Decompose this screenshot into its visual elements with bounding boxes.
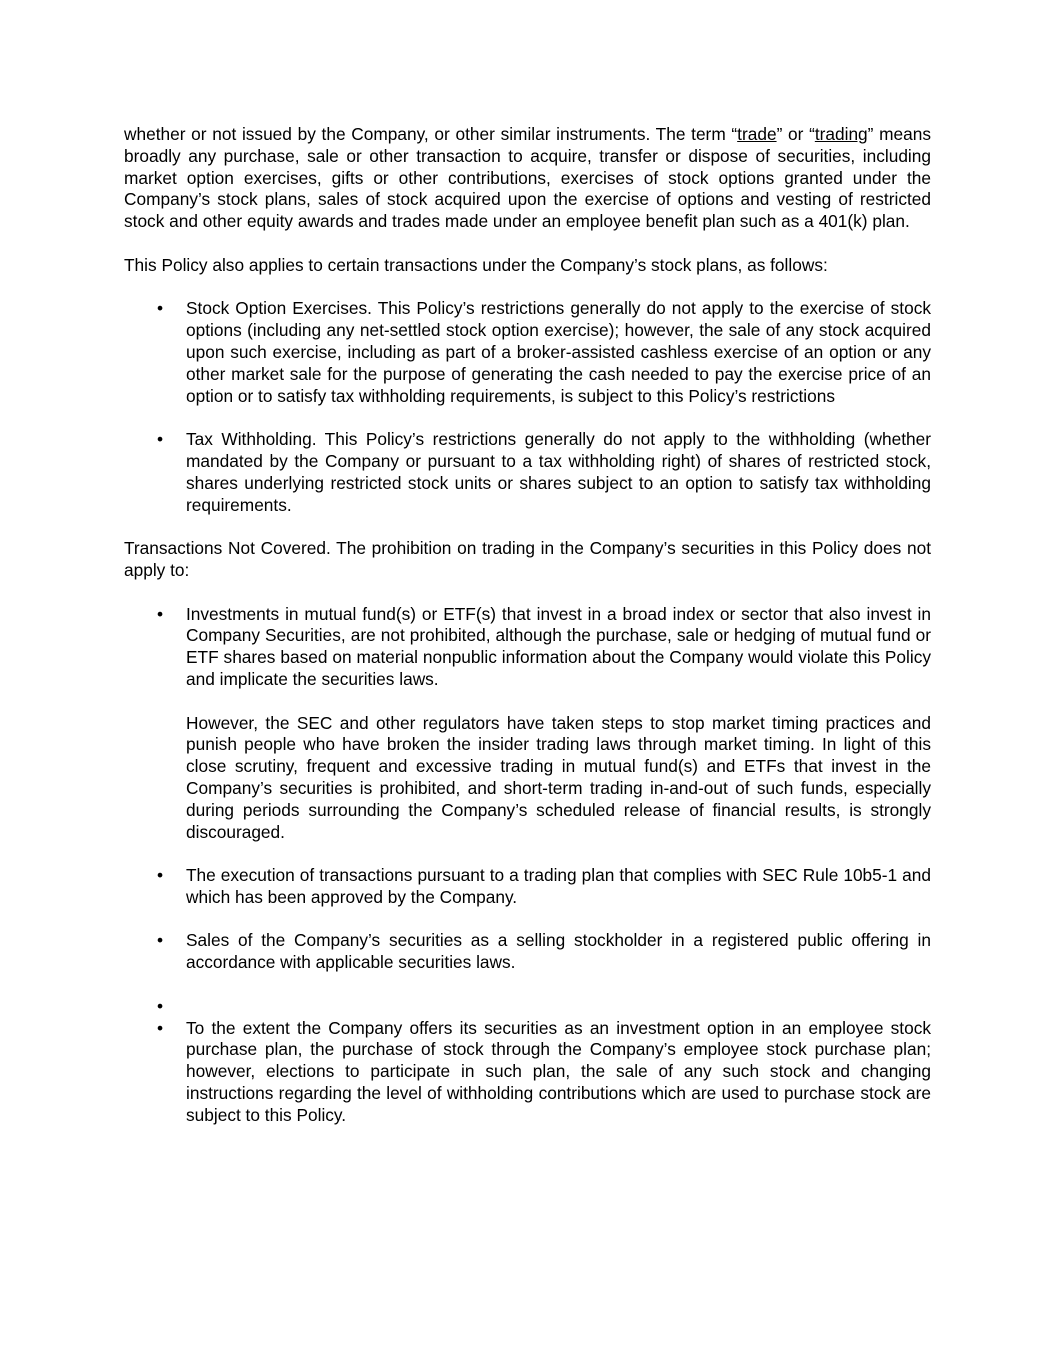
list-item-text: To the extent the Company offers its securities as an investment option in an employee stock purchase plan, the purchase of stock through the Company’s employee stock purchase plan; however, elections to participate in such plan, the sale of any such stock and changing instructions regarding the level of withholding contributions which are used to purchase stock are subject to this Policy.: [186, 1017, 931, 1125]
bullet-icon: •: [156, 298, 164, 319]
bullet-icon: •: [156, 995, 164, 1016]
term-trading: trading: [814, 124, 868, 144]
bullet-icon: •: [156, 930, 164, 951]
list-item-text: Investments in mutual fund(s) or ETF(s) that invest in a broad index or sector that also invest in Company Securities, are not prohibited, although the purchase, sale or hedging of mutual fund or ETF shares based on material nonpublic information about the Company would violate this Policy and implicate the securities laws.: [186, 603, 931, 689]
bullet-icon: •: [156, 429, 164, 450]
list-item: [124, 930, 931, 974]
list-item-text: Tax Withholding. This Policy’s restrictions generally do not apply to the withholding (whether mandated by the Company or pursuant to a tax withholding right) of shares of restricted stock, shares underlying restricted stock units or shares subject to an option to satisfy tax withholding requirements.: [186, 429, 931, 515]
term-trade: trade: [737, 124, 777, 144]
paragraph-text: ” means broadly any purchase, sale or other transaction to acquire, transfer or dispose of securities, including market option exercises, gifts or other contributions, exercises of stock options granted under the Company’s stock plans, sales of stock acquired upon the exercise of options and vesting of restricted stock and other equity awards and trades made under an employee benefit plan such as a 401(k) plan.: [124, 124, 931, 232]
list-item: [124, 429, 931, 516]
list-item-text: Stock Option Exercises. This Policy’s restrictions generally do not apply to the exercise of stock options (including any net-settled stock option exercise); however, the sale of any stock acquired upon such exercise, including as part of a broker-assisted cashless exercise of an option or any other market sale for the purpose of generating the cash needed to pay the exercise price of an option or to satisfy tax withholding requirements, is subject to this Policy’s restrictions: [186, 298, 931, 406]
list-item-subparagraph: However, the SEC and other regulators have taken steps to stop market timing practices and punish people who have broken the insider trading laws through market timing. In light of this close scrutiny, frequent and excessive trading in mutual fund(s) and ETFs that invest in the Company’s securities is prohibited, and short-term trading in-and-out of such funds, especially during periods surrounding the Company’s scheduled release of financial results, is strongly discouraged.: [186, 712, 931, 842]
list-item: [124, 1018, 931, 1127]
paragraph-text: ” or “: [776, 124, 815, 144]
not-covered-list: [124, 604, 931, 1127]
list-item-empty: [124, 996, 931, 1018]
bullet-icon: •: [156, 1017, 164, 1038]
list-item: [124, 865, 931, 909]
list-item: [124, 604, 931, 844]
list-item-text: Sales of the Company’s securities as a selling stockholder in a registered public offering in accordance with applicable securities laws.: [186, 930, 931, 973]
document-page: [124, 124, 931, 1148]
paragraph-text: whether or not issued by the Company, or other similar instruments. The term “: [124, 124, 738, 144]
stock-plan-list: [124, 298, 931, 516]
paragraph-trade-definition: [124, 124, 931, 233]
bullet-icon: •: [156, 865, 164, 886]
paragraph-transactions-not-covered: Transactions Not Covered. The prohibition on trading in the Company’s securities in this Policy does not apply to:: [124, 538, 931, 580]
paragraph-stock-plans-intro: This Policy also applies to certain transactions under the Company’s stock plans, as follows:: [124, 254, 828, 275]
list-item: [124, 298, 931, 407]
list-item-text: The execution of transactions pursuant to a trading plan that complies with SEC Rule 10b5-1 and which has been approved by the Company.: [186, 865, 931, 907]
bullet-icon: •: [156, 603, 164, 624]
